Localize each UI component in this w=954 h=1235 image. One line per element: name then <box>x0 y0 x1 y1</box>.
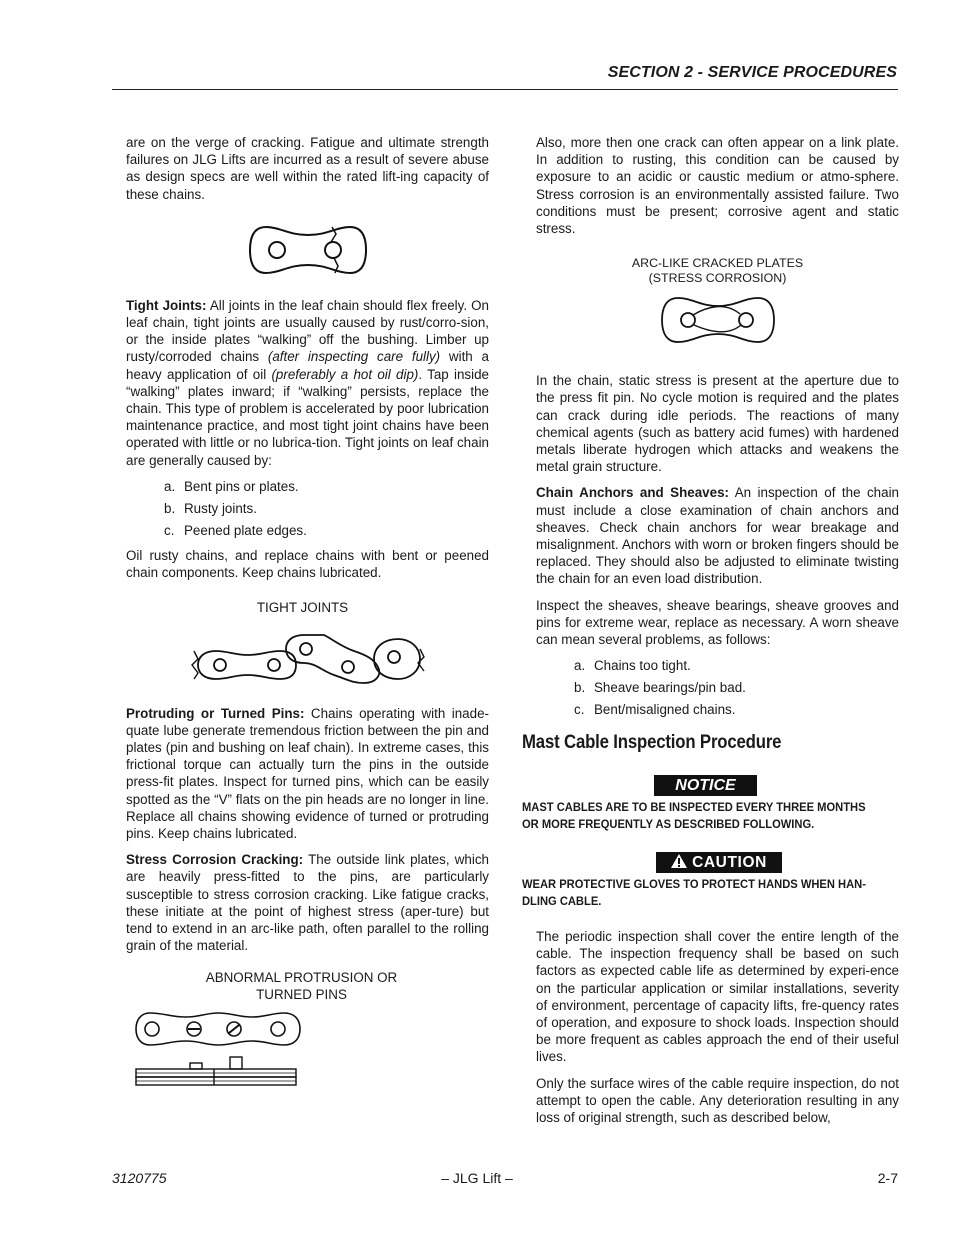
tight-joints-italic-2: (preferably a hot oil dip) <box>271 366 419 382</box>
stress-corrosion-label: Stress Corrosion Cracking: <box>126 852 304 868</box>
list-text: Bent pins or plates. <box>184 478 299 494</box>
left-column <box>126 134 489 1101</box>
list-item <box>164 478 489 495</box>
stress-corrosion-paragraph <box>126 851 489 954</box>
chain-anchors-text: An inspection of the chain must include a close examination of chain anchors and sheaves. Check chain anchors for wear breakage and misalignment. Anchors with worn or broken fingers should be replaced. They should also be adjusted to eliminate twisting the chain for an even load distribution. <box>536 485 899 587</box>
list-item <box>574 679 899 696</box>
list-letter: b. <box>574 680 586 696</box>
list-item <box>574 657 899 674</box>
mast-cable-body <box>536 928 899 1126</box>
chain-anchors-paragraph <box>536 484 899 587</box>
tight-joint-causes-list <box>126 478 489 539</box>
protruding-pins-text: Chains operating with inade-quate lube generate tremendous friction between the pin and plates (pin and bushing on leaf chain). In extreme cases, this frictional torque can actually turn the pins in the outside press-fit plates. Inspect for turned pins, which can be easily spotted as the “V” flats on the pin heads are no longer in line. Replace all chains showing evidence of turned or protruding pins. Keep chains lubricated. <box>126 705 489 842</box>
caution-banner <box>656 852 782 873</box>
tight-joints-label: Tight Joints: <box>126 297 207 313</box>
list-item <box>164 522 489 539</box>
list-item <box>164 500 489 517</box>
periodic-inspection-paragraph: The periodic inspection shall cover the entire length of the cable. The inspection frequency shall be based on such factors as expected cable life as determined by experi-ence on the particular application or similar installations, severity of environment, percentage of capacity lifts, fre-quency rates of operation, and exposure to shock loads. Inspection should be more frequent as cables approach the end of their useful lives. <box>536 929 899 1065</box>
stress-corrosion-text: The outside link plates, which are heavily press-fitted to the pins, are particularly susceptible to stress corrosion cracking. Like fatigue cracks, these initiate at the point of highest stress (aper-ture) but tend to extend in an arc-like path, often parallel to the rolling grain of the material. <box>126 852 489 954</box>
list-letter: a. <box>574 658 586 674</box>
tight-joints-paragraph <box>126 297 489 469</box>
arc-caption-line-2: (STRESS CORROSION) <box>648 271 787 286</box>
tight-joints-text-3: . Tap inside “walking” plates inward; if “walking” persists, replace the chain. This type of problem is accelerated by poor lubrication maintenance practice, and most tight joint chains have been operated with little or no lubrica-tion. Tight joints on leaf chain are generally caused by: <box>126 366 489 468</box>
tight-joints-text-2: with a heavy application of oil <box>126 349 489 382</box>
list-letter: b. <box>164 500 176 516</box>
list-text: Sheave bearings/pin bad. <box>594 680 746 696</box>
sheaves-paragraph: Inspect the sheaves, sheave bearings, sheave grooves and pins for extreme wear, replace as necessary. A worn sheave can mean several problems, as follows: <box>536 597 899 648</box>
list-item <box>574 701 899 718</box>
footer-center: – JLG Lift – <box>441 1170 513 1186</box>
protruding-pins-paragraph <box>126 705 489 843</box>
left-intro-paragraph: are on the verge of cracking. Fatigue and ultimate strength failures on JLG Lifts are incurred as a result of severe abuse as design specs are well within the rated lift-ing capacity of these chains. <box>126 135 489 202</box>
list-text: Peened plate edges. <box>184 522 307 538</box>
chain-anchors-label: Chain Anchors and Sheaves: <box>536 485 729 501</box>
list-letter: c. <box>574 702 585 718</box>
caution-label: CAUTION <box>692 854 767 871</box>
caution-text: WEAR PROTECTIVE GLOVES TO PROTECT HANDS WHEN HAN-DLING CABLE. <box>522 877 866 908</box>
tight-joints-illustration <box>188 621 428 691</box>
turned-pins-illustration <box>134 1009 304 1101</box>
arc-caption-line-1: ARC-LIKE CRACKED PLATES <box>631 256 804 271</box>
protruding-pins-label: Protruding or Turned Pins: <box>126 705 305 721</box>
sheave-problems-list <box>536 657 899 718</box>
protrusion-caption-line-1: ABNORMAL PROTRUSION OR <box>205 969 398 985</box>
tight-joints-figure <box>126 599 489 690</box>
surface-wires-paragraph: Only the surface wires of the cable require inspection, do not attempt to open the cable. Any deterioration resulting in any loss of original strength, such as described below, <box>536 1075 899 1126</box>
notice-banner <box>654 775 757 796</box>
footer-page-number: 2-7 <box>877 1170 898 1186</box>
oil-advice-paragraph: Oil rusty chains, and replace chains with bent or peened chain components. Keep chains lubricated. <box>126 548 489 581</box>
fatigue-crack-figure <box>126 219 489 281</box>
warning-triangle-icon <box>671 854 687 868</box>
tight-joints-italic-1: (after inspecting care fully) <box>267 349 441 365</box>
list-text: Rusty joints. <box>184 500 257 516</box>
cracked-link-illustration <box>248 219 368 281</box>
footer-doc-number: 3120775 <box>112 1170 167 1186</box>
mast-cable-heading: Mast Cable Inspection Procedure <box>522 731 782 753</box>
right-intro-paragraph: Also, more then one crack can often appear on a link plate. In addition to rusting, this condition can be caused by exposure to an acidic or caustic medium or atmo-sphere. Stress corrosion is an environmentally assisted failure. Two conditions must be present; corrosive agent and static stress. <box>536 135 899 237</box>
list-letter: c. <box>164 522 175 538</box>
notice-label: NOTICE <box>675 777 736 794</box>
tight-joints-caption: TIGHT JOINTS <box>256 600 349 616</box>
tight-joints-text-1: All joints in the leaf chain should flex freely. On leaf chain, tight joints are usually caused by rust/corro-sion, or the inside plates “walking” off the bushing. Limber up rusty/corroded chains <box>126 297 490 365</box>
arc-cracked-plate-illustration <box>660 292 776 352</box>
list-text: Bent/misaligned chains. <box>594 702 736 718</box>
right-column <box>536 134 899 726</box>
protrusion-figure <box>126 969 489 1101</box>
section-title: SECTION 2 - SERVICE PROCEDURES <box>607 64 897 81</box>
protrusion-caption-line-2: TURNED PINS <box>256 986 347 1002</box>
static-stress-paragraph: In the chain, static stress is present at the aperture due to the press fit pin. No cycle motion is required and the plates can crack during idle periods. The reactions of many chemical agents (such as battery acid fumes) with hardened metals liberate hydrogen which attacks and weakens the metal grain structure. <box>536 373 899 475</box>
header-rule <box>112 89 898 90</box>
list-letter: a. <box>164 478 176 494</box>
list-text: Chains too tight. <box>594 658 691 674</box>
notice-text: MAST CABLES ARE TO BE INSPECTED EVERY THREE MONTHS OR MORE FREQUENTLY AS DESCRIBED FOLLOWING. <box>522 800 866 831</box>
arc-cracked-figure <box>536 256 899 352</box>
